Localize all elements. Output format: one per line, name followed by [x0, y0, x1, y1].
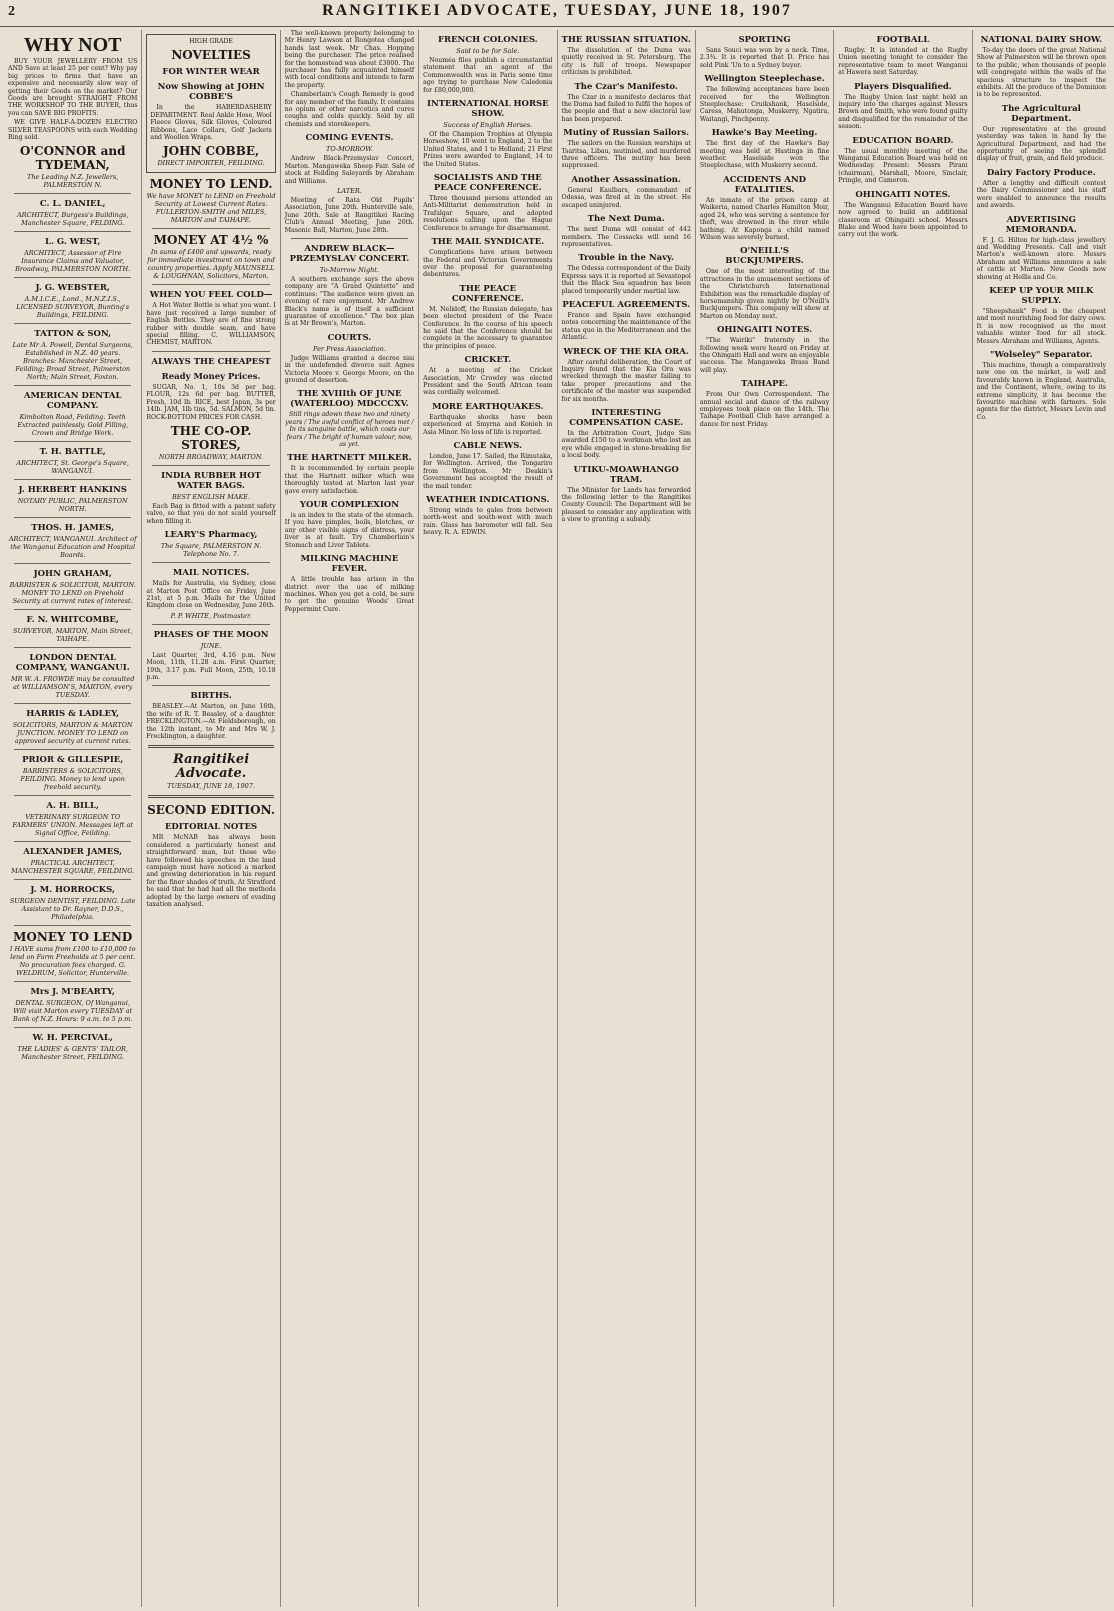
accidents-heading: ACCIDENTS AND FATALITIES. — [723, 174, 806, 195]
sporting-text: Sans Souci was won by a neck. Time, 2.3¾. It is reported that D. Price has sold Pink 'Un to a Sydney buyer. — [699, 47, 830, 69]
earthquakes-heading: MORE EARTHQUAKES. — [432, 401, 544, 412]
manifesto-heading: The Czar's Manifesto. — [574, 81, 678, 92]
mails-heading: MAIL NOTICES. — [172, 568, 250, 579]
india-text: Each Bag is fitted with a patent safety valve, so that you do not scald yourself when filling it. — [146, 502, 276, 525]
column-7 — [834, 30, 972, 1607]
whitcombe-sub: SURVEYOR, MARTON, Main Street, TAIHAPE. — [13, 627, 133, 644]
wolseley-heading: "Wolseley" Separator. — [990, 349, 1093, 360]
column-3 — [281, 30, 419, 1607]
agri-text: Our representative at the ground yesterday was taken in hand by the Agricultural Department, and had the opportunity of seeing the splendid display of fruit, grain, and field produce. — [976, 125, 1106, 163]
later-text: Meeting of Rata Old Pupils' Association, June 20th. Hunterville sale, June 20th. Sale at Rangitikei Racing Club's Annual Meeting, June 26th. Masonic Ball, Marton, June 28th. — [284, 196, 415, 234]
webster-sub: A.M.I.C.E., Lond., M.N.Z.I.S., LICENSED SURVEYOR, Bunting's Buildings, FEILDING. — [16, 295, 130, 320]
advertising-text: F. J. G. Hilton for high-class jewellery and Wedding Presents. Call and visit Marton's well-known store. Messrs Abraham and Williams announce a sale of cattle at Marton. New Goods now showing at Hollis and Co. — [976, 236, 1106, 281]
peace-heading: THE PEACE CONFERENCE. — [451, 283, 524, 304]
horse-show-heading: INTERNATIONAL HORSE SHOW. — [426, 99, 549, 120]
andrew-text: A southern exchange says the above company are "A Grand Quintette" and continues: "The audience were given an evening of rare enjoyment. Mr Andrew Black's name is of itself a sufficient guarantee of excellence." The box plan is at Mr Brown's, Marton. — [284, 275, 415, 328]
duma-heading: The Next Duma. — [587, 214, 665, 225]
money-at-heading: MONEY AT 4½ % — [153, 233, 269, 248]
taihape-text: From Our Own Correspondent. The annual social and dance of the railway employees took place on the 14th. The Taihape Football Club have arranged a dance for next Friday. — [699, 391, 830, 428]
poem-text: Still rings adown these two and ninety years / The awful conflict of heroes met / In its sanguine battle, which costs our fears / The bright of human valour, now, as yet. — [285, 411, 414, 449]
second-edition: SECOND EDITION. — [147, 803, 276, 818]
harnett-heading: THE HARTNETT MILKER. — [287, 453, 412, 464]
courts-sub: Per Press Association. — [312, 344, 386, 353]
utiku-text: The Minister for Lands has forwarded the following letter to the Rangitikei County Council: The Department will be pleased to consider any application with a view to granting a subsidy. — [561, 486, 691, 524]
column-1 — [4, 30, 142, 1607]
horrocks-sub: SURGEON DENTIST, FEILDING. Late Assistant to Dr. Rayner, D.D.S., Philadelphia. — [9, 897, 136, 922]
horse-show-text: Of the Champion Trophies at Olympia Horseshow, 10 went to England, 2 to the United States, and 1 to Holland; 21 First Prizes were awarded to England, 14 to the United States. — [423, 131, 553, 168]
peaceful-text: France and Spain have exchanged notes concerning the maintenance of the status quo in the Mediterranean and the Atlantic. — [561, 311, 691, 342]
daniel-heading: C. L. DANIEL, — [39, 199, 106, 210]
trouble-text: The Odessa correspondent of the Daily Express says it is reported at Sevastopol that the Black Sea squadron has been placed temporarily under martial law. — [561, 265, 691, 295]
french-text: Nouméa files publish a circumstantial statement that an agent of the Commonwealth was in Paris some time ago trying to purchase New Caledonia for £80,000,000. — [423, 57, 553, 94]
james-heading: THOS. H. JAMES, — [31, 523, 115, 534]
sporting-heading: SPORTING — [738, 35, 791, 45]
penfold-heading: W. H. PERCIVAL, — [32, 1033, 113, 1044]
wreck-text: After careful deliberation, the Court of Inquiry found that the Kia Ora was wrecked through the master failing to take proper precautions and the certificate of the master was suspended for six months. — [561, 358, 691, 403]
bill-sub: VETERINARY SURGEON TO FARMERS' UNION. Messages left at Signal Office, Feilding. — [12, 813, 133, 838]
money-lend-2-sub: We have MONEY to LEND on Freehold Security at Lowest Current Rates. FULLERTON-SMITH and MILES, MARTON and TAIHAPE. — [146, 192, 276, 225]
football-heading: FOOTBALL — [876, 35, 930, 45]
players-text: The Rugby Union last night held an inquiry into the charges against Messrs Brown and Smith, who were found guilty and disqualified for the remainder of the season. — [838, 93, 968, 131]
prior-sub: BARRISTERS & SOLICITORS, FEILDING. Money to lend upon freehold security. — [20, 767, 125, 792]
webster-heading: J. G. WEBSTER, — [35, 283, 110, 294]
earthquakes-text: Earthquake shocks have been experienced at Smyrna and Konieh in Asia Minor. No loss of life is reported. — [423, 413, 553, 436]
socialist-heading: SOCIALISTS AND THE PEACE CONFERENCE. — [433, 173, 542, 194]
steeple-heading: Wellington Steeplechase. — [704, 74, 825, 85]
french-sub: Said to be for Sale. — [456, 47, 520, 55]
american-heading: AMERICAN DENTAL COMPANY. — [23, 391, 122, 412]
harnett-text: It is recommended by certain people that the Hartnett milker which was thoroughly tested at Marton last year gave every satisfaction. — [284, 465, 415, 495]
cobbe-at: Now Showing at JOHN COBBE'S — [157, 82, 265, 103]
daniel-sub: ARCHITECT, Burgess's Buildings, Manchester Square, FELDING. — [16, 211, 129, 228]
whitcombe-heading: F. N. WHITCOMBE, — [26, 615, 119, 626]
weather-text: Strong winds to gales from between north-west and south-west with much rain. Glass has barometer will fall. Sea heavy. R. A. EDWIN. — [423, 507, 553, 537]
columns — [4, 30, 1110, 1607]
phases-heading: PHASES OF THE MOON — [153, 629, 269, 640]
oneill-text: One of the most interesting of the attractions in the amusement sections of the Christchurch International Exhibition was the remarkable display of horsemanship given nightly by O'Neill's Buckjumpers. This company will show at Marton on Monday next. — [699, 268, 830, 320]
horse-show-sub: Success of English Horses. — [443, 121, 533, 130]
leary-heading: LEARY'S Pharmacy, — [164, 530, 258, 541]
money-at-sub: In sums of £400 and upwards, ready for immediate investment on town and country properties. Apply MAUNSELL & LOUGHNAN, Solicitors, Marton. — [147, 248, 275, 281]
courts-heading: COURTS. — [327, 332, 372, 343]
bill-heading: A. H. BILL, — [46, 801, 99, 812]
factory-heading: Dairy Factory Produce. — [986, 167, 1096, 178]
ohingaiti-text: "The Wairiki" fraternity in the following week were heard on Friday at the Ohingaiti Hall and were an enjoyable success. The Mangaweka Brass Band will play. — [699, 337, 830, 374]
column-6 — [696, 30, 834, 1607]
london-sub: MR W. A. FROWDE may be consulted at WILLIAMSON'S, MARTON, every TUESDAY. — [11, 675, 135, 700]
always-text: SUGAR, No. 1, 10s 3d per bag. FLOUR, 12s 6d per bag. BUTTER, Fresh, 10d lb. RICE, best Japan, 3s per 14lb. JAM, 1lb tins, 5d. SALMON, 5d tin. ROCK-BOTTOM PRICES FOR CASH. — [146, 383, 276, 421]
tatton-sub: Late Mr A. Powell, Dental Surgeons, Established in N.Z. 40 years. Branches: Manchester Street, Feilding; Broad Street, Palmerston North; Main Street, Foxton. — [12, 341, 133, 382]
tomorrow-label: TO-MORROW. — [326, 145, 373, 154]
money-lend-heading: MONEY TO LEND — [13, 930, 133, 945]
harris-sub: SOLICITORS, MARTON & MARTON JUNCTION. MONEY TO LEND on approved security at current rates. — [12, 721, 133, 746]
education-text: The usual monthly meeting of the Wanganui Education Board was held on Wednesday. Present: Messrs Pirani (chairman), Marshall, Moore, Sinclair, Pringle, and Cameron. — [838, 147, 968, 185]
cold-text: A Hot Water Bottle is what you want. I have just received a large number of English Bottles. They are of fine strong rubber with double seam, and have special filling. C. WILLIAMSON, CHEMIST, MARTON. — [146, 302, 276, 347]
ohingaiti-2-heading: OHINGAITI NOTES. — [855, 189, 951, 200]
prior-heading: PRIOR & GILLESPIE, — [22, 755, 124, 766]
graham-sub: BARRISTER & SOLICITOR, MARTON. MONEY TO LEND on Freehold Security at current rates of interest. — [9, 581, 136, 606]
mutiny-heading: Mutiny of Russian Sailors. — [563, 128, 690, 139]
cobbe-text: In the HABERDASHERY DEPARTMENT. Real Ankle Hose, Wool Fleece Gloves, Silk Gloves, Coloured Ribbons, Lace Collars, Golf Jackets and Woollen Wraps. — [150, 104, 272, 142]
editorial-text: MR McNAB has always been considered a particularly honest and straightforward man, but those who have followed his speeches in the land campaign must have noticed a marked and growing deterioration in his regard for the finer shades of truth. At Stratford he said that he had had all the methods adopted by the large owners of evading taxation analysed. — [146, 834, 276, 909]
milking-heading: MILKING MACHINE FEVER. — [300, 554, 399, 575]
players-heading: Players Disqualified. — [854, 81, 952, 92]
manifesto-text: The Czar in a manifesto declares that the Duma had failed to fulfil the hopes of the people and that a new electoral law has been prepared. — [561, 93, 691, 123]
column-5 — [558, 30, 696, 1607]
hankins-sub: NOTARY PUBLIC, PALMERSTON NORTH. — [17, 497, 128, 514]
interesting-text: In the Arbitration Court, Judge Sim awarded £150 to a workman who lost an eye while engaged in stone-breaking for a local body. — [561, 430, 691, 460]
andrew-sub: To-Morrow Night. — [319, 265, 379, 274]
india-heading: INDIA RUBBER HOT WATER BAGS. — [161, 470, 261, 491]
penfold-sub: THE LADIES' & GENTS' TAILOR, Manchester Street, FEILDING. — [17, 1045, 128, 1062]
battle-sub: ARCHITECT, St. George's Square, WANGANUI. — [16, 459, 129, 476]
mcbeath-sub: DENTAL SURGEON, Of Wanganui, Will visit Marton every TUESDAY at Bank of N.Z. Hours: 9 a.m. to 5 p.m. — [13, 999, 133, 1024]
andrew-heading: ANDREW BLACK—PRZEMYSLAV CONCERT. — [289, 243, 410, 264]
courts-text: Judge Williams granted a decree nisi in the undefended divorce suit Agnes Victoria Moore v. George Moore, on the ground of desertion. — [284, 354, 415, 384]
harris-heading: HARRIS & LADLEY, — [26, 709, 120, 720]
milking-text: A little trouble has arisen in the district over the use of milking machines. When you get a cold, be sure to get the genuine Woods' Great Peppermint Cure. — [284, 576, 415, 613]
hawkes-heading: Hawke's Bay Meeting. — [711, 128, 818, 139]
editorial-heading: EDITORIAL NOTES — [164, 822, 258, 833]
money-lend-2-heading: MONEY TO LEND. — [149, 177, 273, 192]
horrocks-heading: J. M. HORROCKS, — [30, 885, 115, 896]
russian-text: The dissolution of the Duma was quietly received in St. Petersburg. The city is full of troops. Newspaper criticism is prohibited. — [561, 47, 691, 77]
london-heading: LONDON DENTAL COMPANY, WANGANUI. — [15, 653, 130, 674]
alexander-heading: ALEXANDER JAMES, — [23, 847, 123, 858]
russian-heading: THE RUSSIAN SITUATION. — [561, 35, 691, 45]
interesting-heading: INTERESTING COMPENSATION CASE. — [569, 408, 684, 428]
west-heading: L. G. WEST, — [45, 237, 101, 248]
cable-heading: CABLE NEWS. — [453, 441, 523, 451]
cricket-text: At a meeting of the Cricket Association, Mr Crowley was elected President and the South African team was cordially welcomed. — [423, 367, 553, 397]
american-sub: Kimbolton Road, Feilding. Teeth Extracted painlessly. Gold Filling, Crown and Bridge Work. — [17, 413, 129, 438]
ohingaiti-heading: OHINGAITI NOTES. — [717, 325, 813, 336]
phases-month: JUNE. — [200, 641, 222, 650]
another-heading: Another Assassination. — [571, 174, 681, 185]
masthead — [0, 2, 1114, 27]
ad-why-not-text: BUY YOUR JEWELLERY FROM US AND Save at least 25 per cent? Why pay big prices to firms that have an expensive and necessarily slow way of getting their Goods on the market? Our Goods are brought STRAIGHT FROM THE WORKSHOP TO THE BUYER, thus you can SAVE BIG PROFITS. — [8, 58, 138, 117]
hawkes-text: The first day of the Hawke's Bay meeting was held at Hastings in fine weather. Haselside won the Steeplechase, with Muskerry second. — [699, 140, 830, 170]
james-sub: ARCHITECT, WANGANUI. Architect of the Wanganui Education and Hospital Boards. — [8, 535, 137, 560]
mail-syndicate-text: Complications have arisen between the Federal and Victorian Governments over the proposal for guaranteeing debentures. — [423, 249, 553, 279]
column-2 — [142, 30, 280, 1607]
dairy-heading: NATIONAL DAIRY SHOW. — [980, 35, 1103, 45]
keep-text: "Sheepshank" Food is the cheapest and most nourishing food for dairy cows. It is now recognised as the most valuable winter food for all stock. Messrs Abraham and Williams, Agents. — [976, 307, 1106, 345]
peace-text: M. Nelidoff, the Russian delegate, has been elected president of the Peace Conference. In the course of his speech he said that the Conference should be complete in the necessary to guarantee the principles of peace. — [423, 305, 553, 350]
factory-text: After a lengthy and difficult contest the Dairy Commissioner and his staff were enabled to announce the results and awards. — [976, 179, 1106, 210]
oconnor-sub: The Leading N.Z. Jewellers, PALMERSTON N. — [27, 173, 119, 190]
c3-text1: The well-known property belonging to Mr Henry Lawson at Rongotea changed hands last week. Mr Chas. Hopping being the purchaser. The price realised for the homestead was about £3000. The purchaser has fully acquainted himself with local conditions and intends to farm the property. — [284, 30, 415, 89]
west-sub: ARCHITECT, Assessor of Fire Insurance Claims and Valuator, Broadway, PALMERSTON NORTH. — [15, 249, 131, 274]
xviiith-heading: THE XVIIIth OF JUNE (WATERLOO) MDCCCXV. — [290, 389, 409, 410]
french-heading: FRENCH COLONIES. — [437, 35, 538, 45]
money-lend-sub: I HAVE sums from £100 to £10,000 to lend on Farm Freeholds at 5 per cent. No procuration fees charged. G. WELDRUM, Solicitor, Hunterville. — [9, 945, 136, 978]
battle-heading: T. H. BATTLE, — [39, 447, 106, 458]
cold-heading: WHEN YOU FEEL COLD— — [149, 290, 273, 301]
births-text: BEASLEY.—At Marton, on June 16th, the wife of R. T. Beasley, of a daughter. FRECKLINGTON.—At Fieldsborough, on the 12th instant, to Mr and Mrs W. J. Frecklington, a daughter. — [146, 703, 276, 740]
india-sub: BEST ENGLISH MAKE. — [172, 492, 251, 501]
always-sub: Ready Money Prices. — [161, 371, 261, 382]
steeple-text: The following acceptances have been received for the Wellington Steeplechase: Cruikshank, Haselside, Caress, Mahutonga, Muskerry, Ngatira, Waitangi, Pinchpenny. — [699, 86, 830, 123]
weather-heading: WEATHER INDICATIONS. — [426, 495, 550, 506]
paper-date: TUESDAY, JUNE 18, 1907. — [167, 782, 255, 791]
another-text: General Kaulbars, commandant of Odessa, was fired at in the street. He escaped uninjured. — [561, 186, 691, 209]
duma-text: The next Duma will consist of 442 members. The Cossacks will send 16 representatives. — [561, 226, 691, 248]
cobbe-top: HIGH GRADE — [189, 38, 233, 45]
mail-syndicate-heading: THE MAIL SYNDICATE. — [431, 237, 545, 248]
oconnor-heading: O'CONNOR and TYDEMAN, — [19, 144, 126, 173]
wolseley-text: This machine, though a comparatively new one on the market, is well and favourably known in England, Australia, and the Continent, where, owing to its extreme simplicity, it has become the favourite machine with farmers. Sole agents for the district, Messrs Levin and Co. — [976, 361, 1106, 421]
accidents-text: An inmate of the prison camp at Waikeria, named Charles Hamilton Moir, aged 24, who was serving a sentence for theft, was drowned in the river while bathing. At Kaponga a child named Wilson was severely burned. — [699, 196, 830, 241]
coop-sub: NORTH BROADWAY, MARTON. — [158, 452, 264, 461]
mails-sign: P. P. WHITE, Postmaster. — [170, 611, 252, 620]
socialist-text: Three thousand persons attended an Anti-Militarist demonstration held in Trafalgar Square, and adopted resolutions calling upon the Hague Conference to arrange for disarmament. — [423, 195, 553, 232]
ad-why-not-note: WE GIVE HALF-A-DOZEN ELECTRO SILVER TEASPOONS with each Wedding Ring sold. — [8, 119, 138, 142]
mails-text: Mails for Australia, via Sydney, close at Marton Post Office on Friday, June 21st, at 5 p.m. Mails for the United Kingdom close on Wednesday, June 26th. — [146, 580, 276, 610]
agri-heading: The Agricultural Department. — [1001, 103, 1081, 124]
always-heading: ALWAYS THE CHEAPEST — [151, 356, 271, 367]
education-heading: EDUCATION BOARD. — [852, 135, 954, 146]
phases-text: Last Quarter, 3rd, 4.16 p.m. New Moon, 11th, 11.28 a.m. First Quarter, 19th, 3.17 p.m. Full Moon, 25th, 10.18 p.m. — [146, 651, 276, 681]
cable-text: London, June 17. Sailed, the Rimutaka, for Wellington. Arrived, the Tongariro from Wellington. Mr Deakin's Government has accepted the result of the mail tender. — [423, 453, 553, 490]
later-label: LATER. — [337, 186, 362, 195]
column-8 — [973, 30, 1110, 1607]
column-4 — [419, 30, 557, 1607]
graham-heading: JOHN GRAHAM, — [33, 569, 112, 580]
coop-heading: THE CO-OP. STORES, — [170, 423, 252, 452]
taihape-heading: TAIHAPE. — [741, 379, 788, 390]
wreck-heading: WRECK OF THE KIA ORA. — [563, 346, 689, 357]
ad-why-not-heading: WHY NOT — [23, 34, 122, 56]
alexander-sub: PRACTICAL ARCHITECT, MANCHESTER SQUARE, FEILDING. — [11, 859, 135, 876]
cobbe-for: FOR WINTER WEAR — [162, 67, 260, 78]
births-heading: BIRTHS. — [190, 691, 232, 702]
c3-text2: Chamberlain's Cough Remedy is good for any member of the family. It contains no opium or other narcotics and cures coughs and colds quickly. Sold by all chemists and storekeepers. — [284, 91, 415, 128]
masthead-title: RANGITIKEI ADVOCATE, TUESDAY, JUNE 18, 1907 — [322, 2, 792, 19]
keep-heading: KEEP UP YOUR MILK SUPPLY. — [989, 285, 1094, 306]
cricket-heading: CRICKET. — [464, 355, 512, 366]
complexion-text: is an index to the state of the stomach. If you have pimples, boils, blotches, or any other visible signs of distress, your liver is at fault. Try Chamberlain's Stomach and Liver Tablets. — [284, 512, 415, 549]
page-number: 2 — [8, 4, 17, 19]
hankins-heading: J. HERBERT HANKINS — [18, 485, 127, 496]
cobbe-addr: DIRECT IMPORTER, FEILDING. — [157, 159, 265, 168]
mutiny-text: The sailors on the Russian warships at Tsaritsa, Libau, mutinied, and murdered three officers. The mutiny has been suppressed. — [561, 140, 691, 170]
cobbe-novelties: NOVELTIES — [171, 48, 251, 63]
utiku-heading: UTIKU-MOAWHANGO TRAM. — [573, 464, 679, 485]
paper-logo: Rangitikei Advocate. — [172, 752, 250, 782]
tatton-heading: TATTON & SON, — [34, 329, 112, 340]
leary-sub: The Square, PALMERSTON N. Telephone No. 7. — [160, 542, 262, 559]
cobbe-ad — [146, 34, 275, 173]
mcbeath-heading: Mrs J. M'BEARTY, — [30, 987, 115, 998]
coming-heading: COMING EVENTS. — [305, 133, 394, 144]
peaceful-heading: PEACEFUL AGREEMENTS. — [562, 299, 691, 310]
coming-text: Andrew Black-Przemyslav Concert, Marton. Mangaweka Sheep Fair. Sale of stock at Feilding Saleyards by Abraham and Williams. — [284, 155, 415, 185]
dairy-text: To-day the doors of the great National Show at Palmerston will be thrown open to the public, when thousands of people will congregate within the walls of the spacious structure to inspect the exhibits. All the produce of the Dominion is to be represented. — [976, 47, 1106, 99]
ohingaiti-2-text: The Wanganui Education Board have now agreed to build an additional classroom at Ohingaiti school. Messrs Blake and Wood have been appointed to carry out the work. — [838, 201, 968, 239]
advertising-heading: ADVERTISING MEMORANDA. — [1005, 214, 1077, 235]
trouble-heading: Trouble in the Navy. — [578, 253, 674, 264]
complexion-heading: YOUR COMPLEXION — [299, 500, 399, 511]
football-text: Rugby. It is intended at the Rugby Union meeting tonight to consider the representative team to meet Wanganui at Hawera next Saturday. — [838, 47, 968, 77]
oneill-heading: O'NEILL'S BUCKJUMPERS. — [725, 246, 804, 267]
cobbe-name: JOHN COBBE, — [162, 144, 260, 159]
